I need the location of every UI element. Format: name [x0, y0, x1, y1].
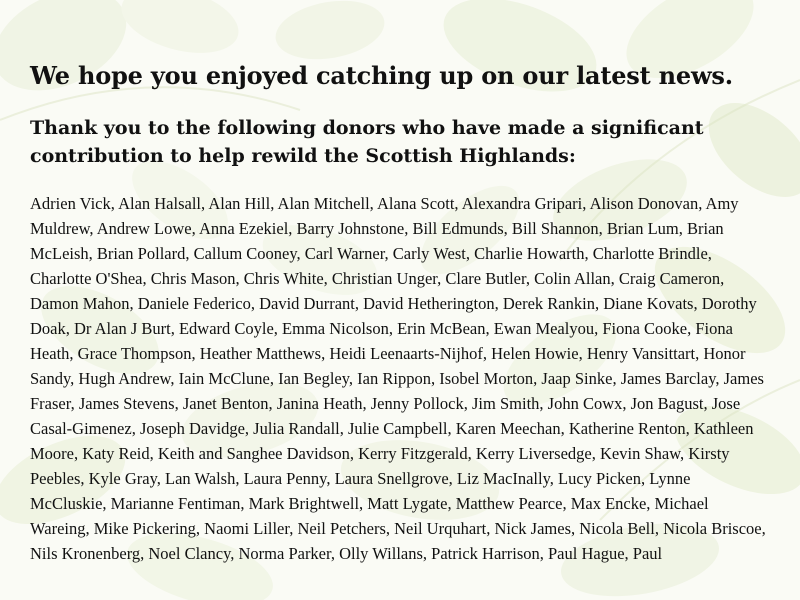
donor-thanks-heading: Thank you to the following donors who have made a significant contribution to help rewild the Scottish Highlands:: [30, 117, 704, 167]
newsletter-closing: [30, 58, 775, 566]
donor-list: Adrien Vick, Alan Halsall, Alan Hill, Alan Mitchell, Alana Scott, Alexandra Gripari, Alison Donovan, Amy Muldrew, Andrew Lowe, Anna Ezekiel, Barry Johnstone, Bill Edmunds, Bill Shannon, Brian Lum, Brian McLeish, Brian Pollard, Callum Cooney, Carl Warner, Carly West, Charlie Howarth, Charlotte Brindle, Charlotte O'Shea, Chris Mason, Chris White, Christian Unger, Clare Butler, Colin Allan, Craig Cameron, Damon Mahon, Daniele Federico, David Durrant, David Hetherington, Derek Rankin, Diane Kovats, Dorothy Doak, Dr Alan J Burt, Edward Coyle, Emma Nicolson, Erin McBean, Ewan Mealyou, Fiona Cooke, Fiona Heath, Grace Thompson, Heather Matthews, Heidi Leenaarts-Nijhof, Helen Howie, Henry Vansittart, Honor Sandy, Hugh Andrew, Iain McClune, Ian Begley, Ian Rippon, Isobel Morton, Jaap Sinke, James Barclay, James Fraser, James Stevens, Janet Benton, Janina Heath, Jenny Pollock, Jim Smith, John Cowx, Jon Bagust, Jose Casal-Gimenez, Joseph Davidge, Julia Randall, Julie Campbell, Karen Meechan, Katherine Renton, Kathleen Moore, Katy Reid, Keith and Sanghee Davidson, Kerry Fitzgerald, Kerry Liversedge, Kevin Shaw, Kirsty Peebles, Kyle Gray, Lan Walsh, Laura Penny, Laura Snellgrove, Liz MacInally, Lucy Picken, Lynne McCluskie, Marianne Fentiman, Mark Brightwell, Matt Lygate, Matthew Pearce, Max Encke, Michael Wareing, Mike Pickering, Naomi Liller, Neil Petchers, Neil Urquhart, Nick James, Nicola Bell, Nicola Briscoe, Nils Kronenberg, Noel Clancy, Norma Parker, Olly Willans, Patrick Harrison, Paul Hague, Paul: [30, 194, 766, 563]
closing-heading: We hope you enjoyed catching up on our latest news.: [30, 61, 733, 90]
